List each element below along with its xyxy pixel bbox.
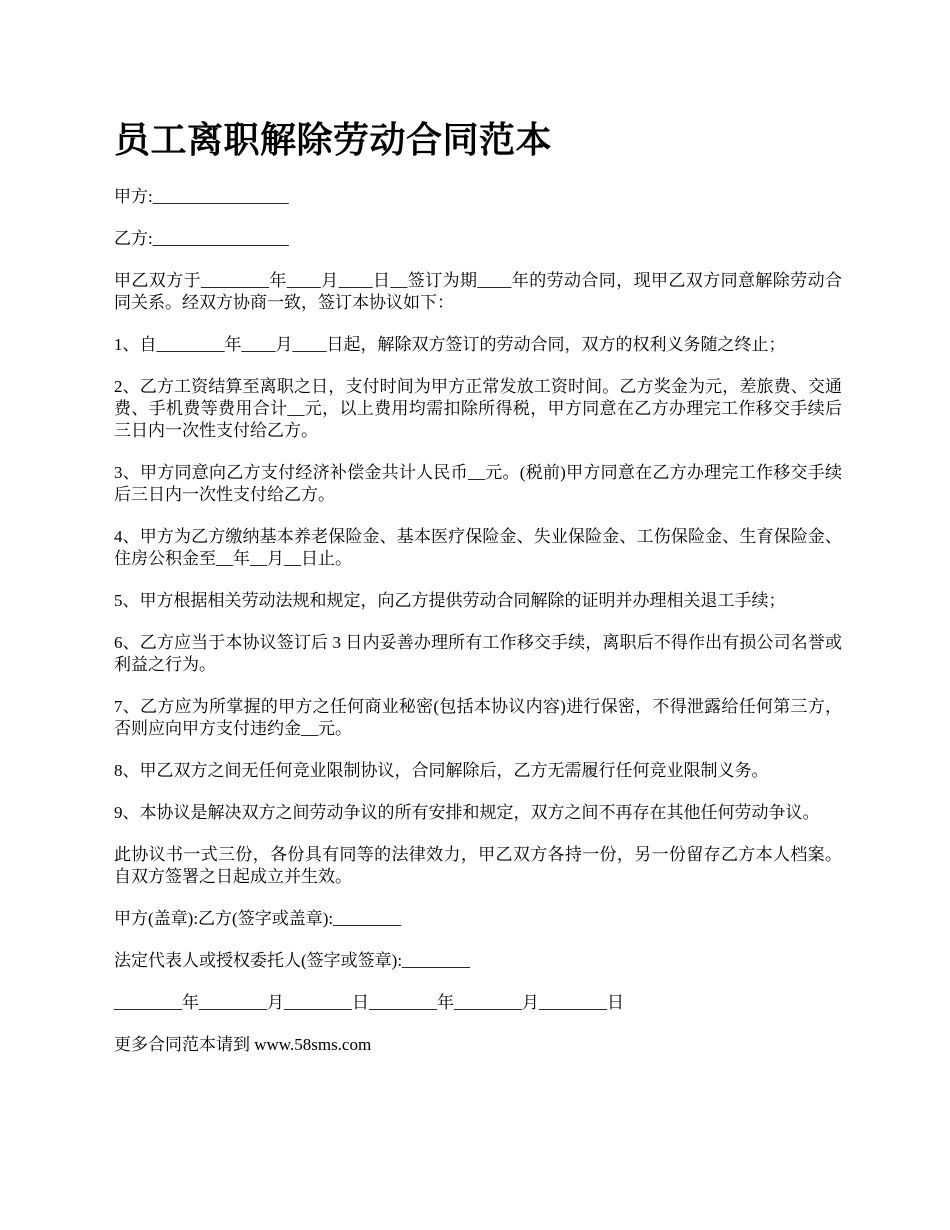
clause-2: 2、乙方工资结算至离职之日，支付时间为甲方正常发放工资时间。乙方奖金为元，差旅费、交通费、手机费等费用合计__元，以上费用均需扣除所得税，甲方同意在乙方办理完工作移交手续后三日内一次性支付给乙方。	[114, 377, 842, 440]
document-page	[114, 118, 842, 1076]
legal-representative-line: 法定代表人或授权委托人(签字或签章):________	[114, 951, 471, 970]
clause-3: 3、甲方同意向乙方支付经济补偿金共计人民币__元。(税前)甲方同意在乙方办理完工作移交手续后三日内一次性支付给乙方。	[114, 463, 842, 504]
clause-8: 8、甲乙双方之间无任何竞业限制协议，合同解除后，乙方无需履行任何竞业限制义务。	[114, 761, 769, 780]
clause-9: 9、本协议是解决双方之间劳动争议的所有安排和规定，双方之间不再存在其他任何劳动争议。	[114, 803, 820, 822]
footer-link-text: 更多合同范本请到 www.58sms.com	[114, 1035, 372, 1054]
copies-paragraph: 此协议书一式三份，各份具有同等的法律效力，甲乙双方各持一份，另一份留存乙方本人档案。自双方签署之日起成立并生效。	[114, 845, 842, 886]
party-b-line: 乙方:________________	[114, 229, 289, 248]
party-a-line: 甲方:________________	[114, 187, 289, 206]
intro-paragraph: 甲乙双方于________年____月____日__签订为期____年的劳动合同，现甲乙双方同意解除劳动合同关系。经双方协商一致，签订本协议如下：	[114, 271, 842, 312]
clause-4: 4、甲方为乙方缴纳基本养老保险金、基本医疗保险金、失业保险金、工伤保险金、生育保险金、住房公积金至__年__月__日止。	[114, 527, 842, 568]
signature-seal-line: 甲方(盖章):乙方(签字或盖章):________	[114, 909, 402, 928]
clause-6: 6、乙方应当于本协议签订后 3 日内妥善办理所有工作移交手续，离职后不得作出有损公司名誉或利益之行为。	[114, 633, 842, 674]
document-title: 员工离职解除劳动合同范本	[114, 120, 553, 160]
clause-1: 1、自________年____月____日起，解除双方签订的劳动合同，双方的权利义务随之终止；	[114, 335, 786, 354]
clause-7: 7、乙方应为所掌握的甲方之任何商业秘密(包括本协议内容)进行保密，不得泄露给任何第三方，否则应向甲方支付违约金__元。	[114, 697, 842, 738]
date-line: ________年________月________日________年________月________日	[114, 993, 624, 1012]
clause-5: 5、甲方根据相关劳动法规和规定，向乙方提供劳动合同解除的证明并办理相关退工手续；	[114, 591, 786, 610]
